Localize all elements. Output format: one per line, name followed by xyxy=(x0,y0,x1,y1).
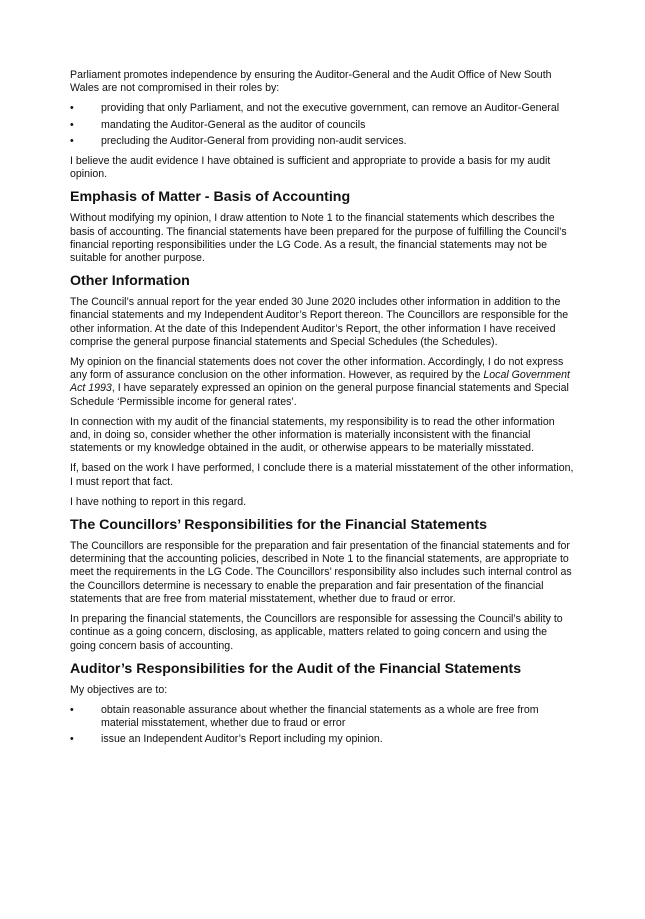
councillors-paragraph-2: In preparing the financial statements, the Councillors are responsible for assessing the Council’s ability to continue as a going concern, disclosing, as applicable, matters related to going concern and using the going concern basis of accounting. xyxy=(70,613,563,652)
councillors-paragraph-1: The Councillors are responsible for the preparation and fair presentation of the financial statements and for determining that the accounting policies, described in Note 1 to the financial statements, are appropriate to meet the requirements in the LG Code. The Councillors’ responsibility also includes such internal control as the Councillors determine is necessary to enable the preparation and fair presentation of the financial statements that are free from material misstatement, whether due to fraud or error. xyxy=(70,540,572,605)
independence-list xyxy=(70,102,575,148)
other-info-paragraph-3: In connection with my audit of the financial statements, my responsibility is to read the other information and, in doing so, consider whether the other information is materially inconsistent with the financial statements or my knowledge obtained in the audit, or otherwise appears to be materially misstated. xyxy=(70,415,555,455)
audit-evidence-conclusion: I believe the audit evidence I have obtained is sufficient and appropriate to provide a basis for my audit opinion. xyxy=(70,155,551,181)
bullet-glyph: • xyxy=(70,703,74,716)
councillors-heading: The Councillors’ Responsibilities for the Financial Statements xyxy=(70,517,488,534)
other-info-paragraph-4: If, based on the work I have performed, I conclude there is a material misstatement of the other information, I must report that fact. xyxy=(70,462,574,488)
emphasis-paragraph: Without modifying my opinion, I draw attention to Note 1 to the financial statements which describes the basis of accounting. The financial statements have been prepared for the purpose of fulfilling the Council’s financial reporting responsibilities under the LG Code. As a result, the financial statements may not be suitable for another purpose. xyxy=(70,212,567,265)
auditor-objectives-list xyxy=(70,704,575,747)
list-item: • obtain reasonable assurance about whether the financial statements as a whole are free from material misstatement, whether due to fraud or error xyxy=(70,703,539,730)
list-item: • providing that only Parliament, and not the executive government, can remove an Auditor-General xyxy=(70,102,560,115)
other-info-paragraph-1: The Council’s annual report for the year ended 30 June 2020 includes other information in addition to the financial statements and my Independent Auditor’s Report thereon. The Councillors are responsible for the other information. At the date of this Independent Auditor’s Report, the other information I have received comprise the general purpose financial statements and Special Schedules (the Schedules). xyxy=(70,296,569,348)
act-name: Local Government Act 1993 xyxy=(70,369,570,395)
bullet-glyph: • xyxy=(70,102,74,115)
emphasis-heading: Emphasis of Matter - Basis of Accounting xyxy=(70,189,351,206)
report-page xyxy=(70,69,575,754)
auditor-intro: My objectives are to: xyxy=(70,683,168,696)
list-item: • issue an Independent Auditor’s Report including my opinion. xyxy=(70,733,383,746)
auditor-heading: Auditor’s Responsibilities for the Audit of the Financial Statements xyxy=(70,660,522,677)
other-information-heading: Other Information xyxy=(70,273,190,290)
other-info-paragraph-2: My opinion on the financial statements does not cover the other information. Accordingly, I do not express any form of assurance conclusion on the other information. However, as required by the Local Government Act 1993, I have separately expressed an opinion on the general purpose financial statements and Special Schedule ‘Permissible income for general rates’. xyxy=(70,356,570,408)
other-info-paragraph-5: I have nothing to report in this regard. xyxy=(70,495,247,508)
list-item: • mandating the Auditor-General as the auditor of councils xyxy=(70,118,366,131)
independence-intro: Parliament promotes independence by ensuring the Auditor-General and the Audit Office of New South Wales are not compromised in their roles by: xyxy=(70,69,552,95)
bullet-glyph: • xyxy=(70,733,74,746)
list-item: • precluding the Auditor-General from providing non-audit services. xyxy=(70,134,407,147)
bullet-glyph: • xyxy=(70,134,74,147)
bullet-glyph: • xyxy=(70,118,74,131)
